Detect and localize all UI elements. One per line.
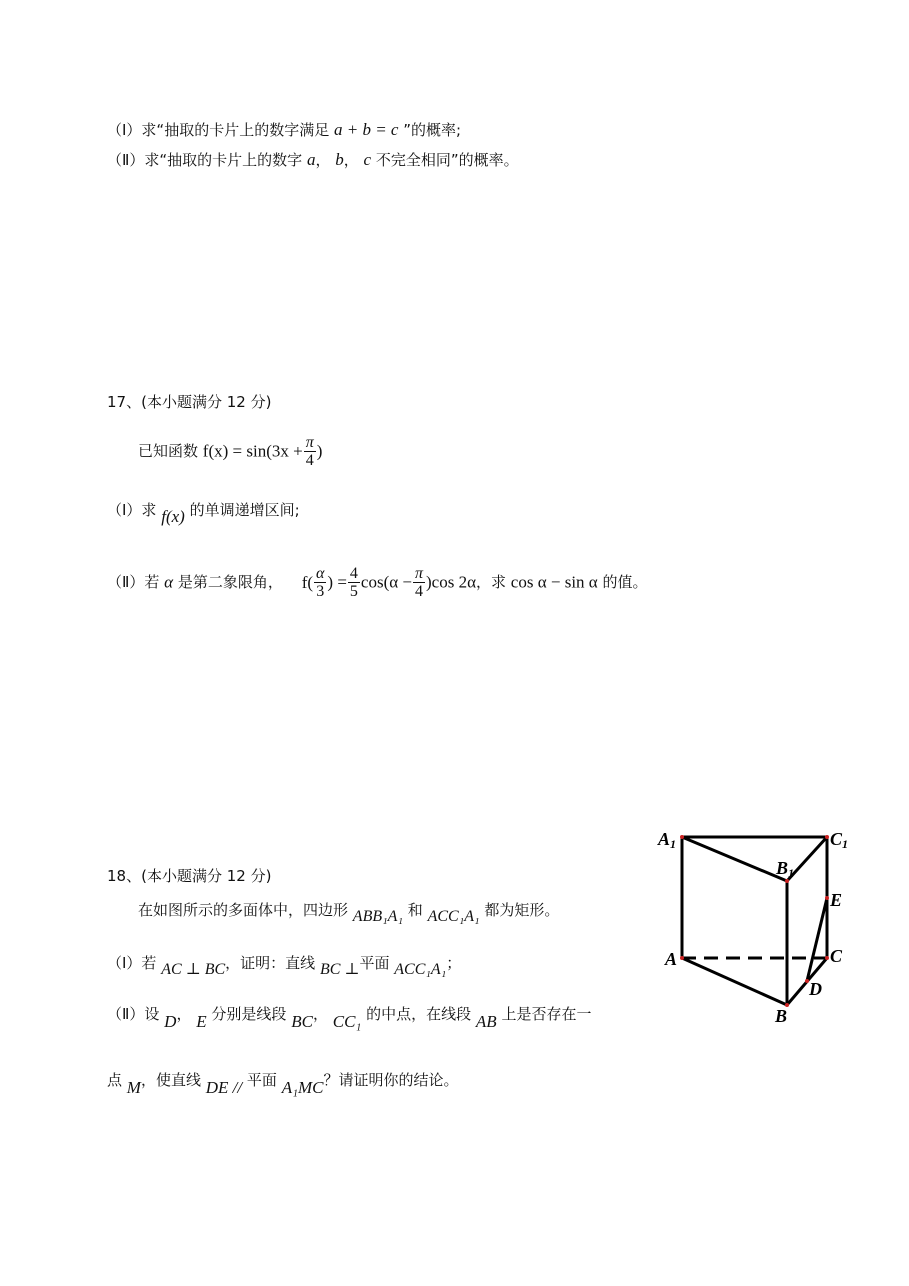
- vertex-A: [680, 956, 684, 960]
- q18-part2: [107, 1004, 592, 1031]
- label-C: C: [830, 946, 843, 966]
- q17-part2-f-open: f(: [301, 572, 314, 592]
- label-D: D: [809, 979, 822, 999]
- q17-part2-eq: ) =: [327, 572, 347, 592]
- q18-intro-tail: 都为矩形。: [484, 901, 560, 919]
- q17-part2-frac3-den: 4: [415, 583, 423, 600]
- figure-edges: [682, 837, 827, 1005]
- q18-part2-label: （Ⅱ）设: [107, 1005, 160, 1023]
- q18-cont-label: 点: [107, 1071, 123, 1089]
- edge-A1B1: [682, 837, 787, 881]
- q18-part1-cond: AC ⊥ BC: [161, 961, 226, 978]
- q18-part1-mid: ，证明：直线: [225, 954, 316, 972]
- q17-part1: [107, 500, 300, 526]
- q17-given-frac-den: 4: [305, 452, 314, 469]
- q16-part1-label: （Ⅰ）求“抽取的卡片上的数字满足: [107, 121, 330, 139]
- label-A1: A1: [658, 829, 677, 851]
- q17-part2-label: （Ⅱ）若: [107, 573, 160, 591]
- q18-cont-mid: ，使直线: [140, 1071, 201, 1089]
- vertex-E: [825, 896, 829, 900]
- vertex-C1: [825, 835, 829, 839]
- q18-var-M: M: [126, 1078, 141, 1097]
- q17-part2-cos-close: )cos 2α: [426, 572, 476, 592]
- q18-intro: [138, 900, 560, 925]
- q17-given: [138, 432, 322, 471]
- q17-part1-tail: 的单调递增区间;: [189, 501, 300, 519]
- q18-cont-plane-word: 平面: [246, 1071, 277, 1089]
- q18-var-CC1: CC₁: [332, 1012, 362, 1031]
- q18-part2-sep: ，: [176, 1005, 192, 1023]
- q17-part1-label: （Ⅰ）求: [107, 501, 157, 519]
- q18-cont-tail: ？请证明你的结论。: [323, 1071, 459, 1089]
- q17-part2-ask: ，求: [476, 573, 507, 591]
- q17-given-frac: [304, 434, 316, 469]
- q18-var-AB: AB: [475, 1012, 497, 1031]
- label-C1: C1: [830, 829, 849, 851]
- q16-part1-tail: ”的概率;: [403, 121, 462, 139]
- q17-given-lhs: f(x) = sin(3x +: [202, 441, 303, 461]
- label-E: E: [830, 890, 843, 910]
- q17-given-close: ): [316, 441, 323, 461]
- q18-part2-sep2: ，: [312, 1005, 328, 1023]
- q17-part2-frac3-num: π: [415, 565, 424, 582]
- q18-var-E: E: [196, 1012, 207, 1031]
- q17-part2-frac2-num: 4: [349, 565, 358, 582]
- q16-part2-tail: 不完全相同”的概率。: [375, 151, 519, 169]
- q16-part2-label: （Ⅱ）求“抽取的卡片上的数字: [107, 151, 303, 169]
- q17-part2-alpha: α: [164, 572, 174, 592]
- q17-part2-tail: 的值。: [602, 573, 648, 591]
- q18-intro-rect2: ACC₁A₁: [427, 908, 480, 925]
- edge-AB: [682, 958, 787, 1005]
- q18-part2-tail: 上是否存在一: [501, 1005, 592, 1023]
- q16-var-a: a: [306, 150, 316, 169]
- q17-part2-cos-open: cos(α −: [360, 572, 412, 592]
- q16-var-c: c: [363, 150, 372, 169]
- q17-part2-frac2: [348, 565, 360, 600]
- q17-part1-fx: f(x): [161, 507, 185, 526]
- q18-part2-cont: [107, 1070, 459, 1097]
- vertex-A1: [680, 835, 684, 839]
- q16-sep2: ，: [343, 151, 359, 169]
- q16-part2: [107, 150, 519, 170]
- q18-part2-mid: 分别是线段: [211, 1005, 287, 1023]
- q18-header: 18、(本小题满分 12 分): [107, 867, 272, 885]
- q16-sep1: ，: [315, 151, 331, 169]
- vertex-C: [825, 956, 829, 960]
- q17-part2-frac1: [314, 565, 326, 600]
- q17-given-text: 已知函数: [138, 442, 199, 460]
- q17-part2-frac3: [413, 565, 425, 600]
- q17-header: 17、(本小题满分 12 分): [107, 393, 272, 411]
- q17-part2-mid: 是第二象限角，: [177, 573, 283, 591]
- q17-part2: [107, 562, 648, 603]
- q18-intro-text: 在如图所示的多面体中，四边形: [138, 901, 349, 919]
- q16-part1-expr: a + b = c: [333, 120, 399, 139]
- q16-var-b: b: [335, 150, 344, 169]
- q18-var-BC: BC: [291, 1012, 313, 1031]
- q18-part1: [107, 953, 462, 978]
- q17-given-frac-num: π: [305, 434, 314, 451]
- q17-part2-target: cos α − sin α: [510, 572, 598, 592]
- q16-part1: [107, 120, 461, 140]
- q18-var-DE: DE //: [205, 1078, 243, 1097]
- q18-part1-line: BC ⊥: [319, 961, 360, 978]
- q18-intro-rect1: ABB₁A₁: [352, 908, 404, 925]
- label-B1: B1: [776, 858, 795, 880]
- q18-part1-plane: ACC₁A₁: [394, 961, 447, 978]
- polyhedron-figure: [655, 825, 855, 1025]
- q18-var-D: D: [164, 1012, 177, 1031]
- q18-part1-label: （Ⅰ）若: [107, 954, 157, 972]
- q17-part2-frac1-num: α: [316, 565, 325, 582]
- q18-cont-plane: A₁MC: [281, 1078, 324, 1097]
- q18-part1-plane-word: 平面: [359, 954, 390, 972]
- q18-part1-tail: ；: [446, 954, 462, 972]
- q17-part2-frac1-den: 3: [316, 583, 325, 600]
- q17-part2-frac2-den: 5: [349, 583, 358, 600]
- q18-part2-mid2: 的中点，在线段: [366, 1005, 472, 1023]
- q18-intro-and: 和: [407, 901, 423, 919]
- label-B: B: [775, 1006, 788, 1025]
- label-A: A: [665, 949, 678, 969]
